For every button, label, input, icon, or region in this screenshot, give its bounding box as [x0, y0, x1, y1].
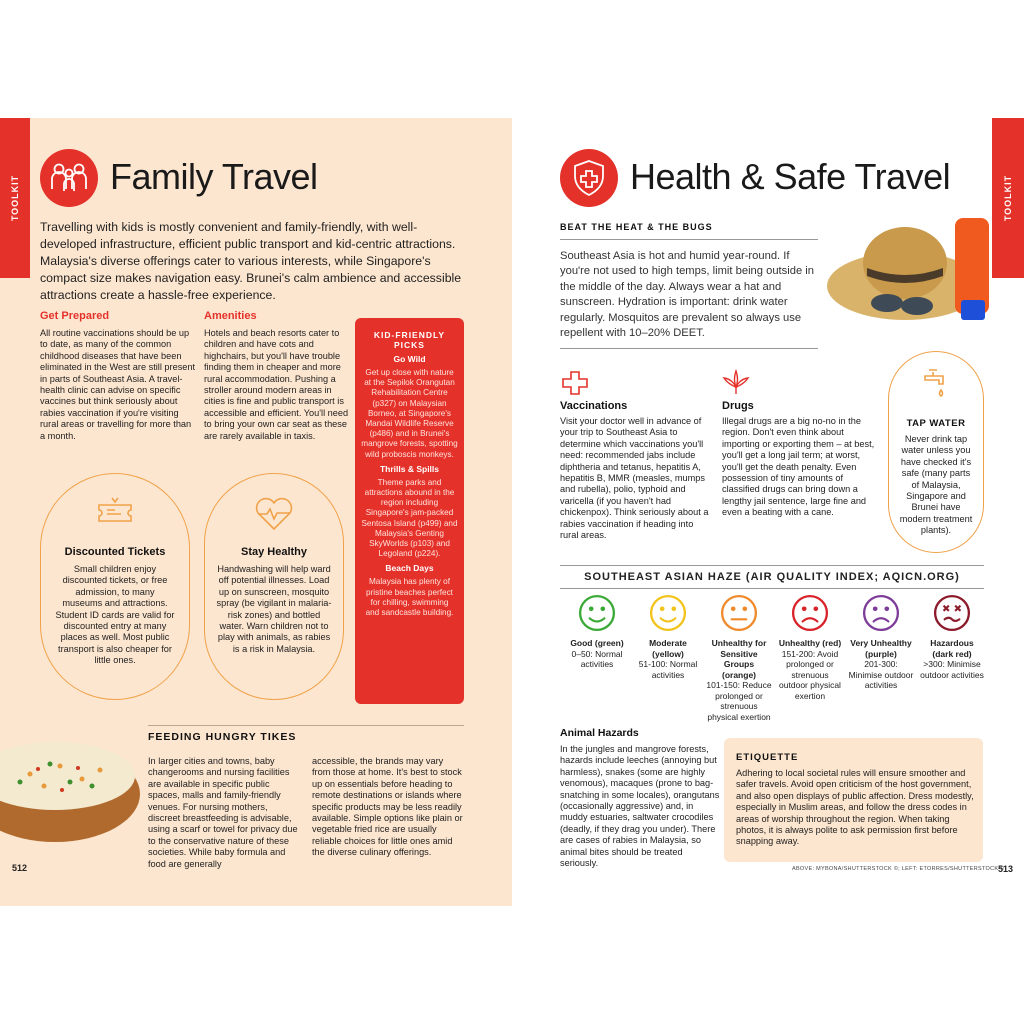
- page-title: Health & Safe Travel: [630, 156, 951, 197]
- animal-hazards-text: In the jungles and mangrove forests, hazards include leeches (annoying but harmless), snakes (some are highly venomous), macaques (prone to bag-snatching in some locales), orangutans (occasionally aggressive) and, in muddy estuaries, saltwater crocodiles (deadly, if they drag you under). There are cases of rabies in Malaysia, so animal bites should be treated seriously.: [560, 744, 720, 869]
- haze-level-range: 101-150: Reduce prolonged or strenuous physical exertion: [706, 680, 772, 722]
- haze-level-label: Unhealthy for Sensitive Groups (orange): [711, 638, 767, 680]
- left-page: [0, 118, 512, 906]
- haze-level-range: 151-200: Avoid prolonged or strenuous outdoor physical exertion: [779, 648, 841, 701]
- haze-level-range: 201-300: Minimise outdoor activities: [848, 659, 914, 690]
- heat-rule-bottom: [560, 348, 818, 349]
- face-dead-icon: [933, 594, 971, 632]
- toolkit-tab-label: TOOLKIT: [10, 174, 20, 222]
- tickets-card: [40, 473, 190, 700]
- haze-level-label: Very Unhealthy (purple): [850, 638, 912, 659]
- feeding-text-col2: accessible, the brands may vary from those at home. It's best to stock up on essentials before heading to remote destinations or islands where specific products may be less readily available. Simple options like plain or vegetable fried rice are usually reliable choices for little ones amid the diverse culinary offerings.: [312, 756, 463, 858]
- thrills-text: Theme parks and attractions abound in the region including Singapore's jam-packed Sentosa Island (p499) and Malaysia's Genting SkyWorlds (p103) and Legoland (p224).: [361, 477, 458, 559]
- haze-level: [635, 594, 701, 680]
- healthy-text: Handwashing will help ward off potential illnesses. Load up on sunscreen, mosquito spray (be vigilant in malaria-risk zones) and bottled water. Warn children not to play with animals, as rabies is a risk in Malaysia.: [216, 564, 332, 654]
- face-neutral-icon: [720, 594, 758, 632]
- face-happy-icon: [649, 594, 687, 632]
- intro-text: Travelling with kids is mostly convenient and family-friendly, with well-developed infrastructure, efficient public transport and kid-centric attractions. Malaysia's diverse offerings cater to various interests, while Singapore's compact size makes navigation easy. Brunei's calm ambience and accessible attractions create a hassle-free experience.: [40, 220, 462, 302]
- tap-icon: [919, 364, 955, 405]
- page-title: Family Travel: [110, 156, 318, 197]
- tap-water-card: [888, 351, 984, 553]
- go-wild-text: Get up close with nature at the Sepilok Orangutan Rehabilitation Centre (p327) on Malaysian Borneo, at Singapore's Mandai Wildlife Reserve (p486) and in Brunei's mangrove forests, spotting wild proboscis monkeys.: [361, 368, 458, 459]
- feeding-text-col1: In larger cities and towns, baby changerooms and nursing facilities are available in specific public spaces, malls and family-friendly venues. For nursing mothers, discreet breastfeeding is advisable, using a scarf or towel for privacy due to the conservative nature of these societies. While baby formula and food are generally: [148, 756, 298, 869]
- drugs-heading: Drugs: [722, 400, 754, 412]
- tap-water-heading: TAP WATER: [906, 418, 966, 429]
- haze-level: [706, 594, 772, 722]
- haze-rule-bottom: [560, 588, 984, 589]
- haze-level: [919, 594, 985, 680]
- haze-level-label: Unhealthy (red): [778, 638, 842, 648]
- amenities-heading: Amenities: [204, 310, 257, 322]
- face-happy-icon: [578, 594, 616, 632]
- page-number-left: 512: [12, 863, 28, 873]
- tickets-heading: Discounted Tickets: [64, 546, 166, 558]
- get-prepared-text: All routine vaccinations should be up to date, as many of the common childhood diseases that have been eliminated in the West are still present in parts of Southeast Asia. A travel-health clinic can advise on specific vaccines but think seriously about rabies vaccination if you're visiting rural areas or travelling for more than a month.: [40, 328, 196, 441]
- get-prepared-heading: Get Prepared: [40, 310, 110, 322]
- kid-friendly-box: [355, 318, 464, 704]
- toolkit-tab-label: TOOLKIT: [1003, 174, 1013, 222]
- tickets-text: Small children enjoy discounted tickets, or free admission, to many museums and attractions. Student ID cards are valid for discounted entry at many places as well. Most public transport is also cheaper for little ones.: [55, 564, 175, 666]
- feeding-heading: FEEDING HUNGRY TIKES: [148, 731, 297, 743]
- haze-rule-top: [560, 565, 984, 566]
- drugs-text: Illegal drugs are a big no-no in the region. Don't even think about importing or exporting them – at best, you'll get a long jail term; at worst, you'll get the death penalty. Even possession of tiny amounts of classified drugs can bring down a lengthy jail sentence, large fine and even a beating with a cane.: [722, 416, 875, 518]
- toolkit-tab-right[interactable]: [992, 118, 1024, 278]
- heat-rule-top: [560, 239, 818, 240]
- beach-text: Malaysia has plenty of pristine beaches perfect for chilling, swimming and sandcastle building.: [365, 577, 454, 618]
- amenities-text: Hotels and beach resorts cater to children and have cots and highchairs, but you'll have trouble finding them in cheaper and more rural accommodation. Pushing a stroller around modern areas in cities is fine and public transport is accessible and efficient. You'll need to bring your own car seat as these are rarely available in taxis.: [204, 328, 349, 441]
- heat-heading: BEAT THE HEAT & THE BUGS: [560, 222, 713, 232]
- health-shield-icon: [560, 149, 618, 207]
- etiquette-heading: ETIQUETTE: [736, 752, 799, 763]
- vaccinations-text: Visit your doctor well in advance of your trip to Southeast Asia to determine which vaccinations you'll need: recommended jabs include diphtheria and tetanus, hepatitis A, hepatitis B, MMR (measles, mumps and rubella), polio, typhoid and varicella (if you haven't had chickenpox). Think seriously about a rabies vaccination if heading into rural areas.: [560, 416, 709, 541]
- etiquette-box: [724, 738, 983, 862]
- face-sad-icon: [862, 594, 900, 632]
- kid-box-title: KID-FRIENDLY PICKS: [373, 330, 446, 350]
- vaccinations-heading: Vaccinations: [560, 400, 628, 412]
- toolkit-tab-left[interactable]: [0, 118, 30, 278]
- healthy-card: [204, 473, 344, 700]
- haze-heading: SOUTHEAST ASIAN HAZE (AIR QUALITY INDEX; AQICN.ORG): [584, 571, 960, 583]
- go-wild-heading: Go Wild: [393, 354, 426, 364]
- haze-level-range: 0–50: Normal activities: [571, 648, 623, 669]
- ticket-icon: [95, 496, 135, 535]
- haze-level-label: Moderate (yellow): [649, 638, 687, 659]
- haze-level-range: 51-100: Normal activities: [638, 659, 698, 680]
- heart-icon: [253, 496, 295, 537]
- sunhat-sunscreen-image: [827, 208, 992, 328]
- healthy-heading: Stay Healthy: [240, 546, 308, 558]
- fried-rice-bowl-image: [0, 724, 140, 844]
- animal-hazards-heading: Animal Hazards: [560, 727, 639, 739]
- haze-level: [564, 594, 630, 670]
- medical-cross-icon: [560, 370, 590, 401]
- beach-heading: Beach Days: [385, 563, 434, 574]
- haze-level-label: Hazardous (dark red): [930, 638, 974, 659]
- face-sad-icon: [791, 594, 829, 632]
- haze-level: [777, 594, 843, 701]
- cannabis-leaf-icon: [722, 368, 750, 401]
- etiquette-text: Adhering to local societal rules will ensure smoother and safer travels. Avoid open criticism of the host government, and also open displays of public affection. Dress modestly, especially in Muslim areas, and follow the dress codes in areas of worship throughout the region. When taking photos, it is always polite to ask permission first before snapping away.: [736, 768, 974, 847]
- haze-level-range: >300: Minimise outdoor activities: [920, 659, 984, 680]
- heat-text: Southeast Asia is hot and humid year-round. If you're not used to high temps, limit being outside in the middle of the day. Always wear a hat and sunscreen. Hydration is important: drink water regularly. Mosquitos are prevalent so always use repellent with 10–20% DEET.: [560, 250, 815, 340]
- haze-level: [848, 594, 914, 691]
- haze-level-label: Good (green): [570, 638, 624, 648]
- thrills-heading: Thrills & Spills: [379, 463, 440, 474]
- feeding-rule: [148, 725, 464, 726]
- tap-water-text: Never drink tap water unless you have checked it's safe (many parts of Malaysia, Singapore and Brunei have modern treatment plants).: [899, 434, 973, 536]
- photo-credit: ABOVE: MYBONA/SHUTTERSTOCK ©; LEFT: ETORRES/SHUTTERSTOCK ©: [792, 866, 1005, 872]
- page-number-right: 513: [998, 864, 1014, 874]
- family-icon: [40, 149, 98, 207]
